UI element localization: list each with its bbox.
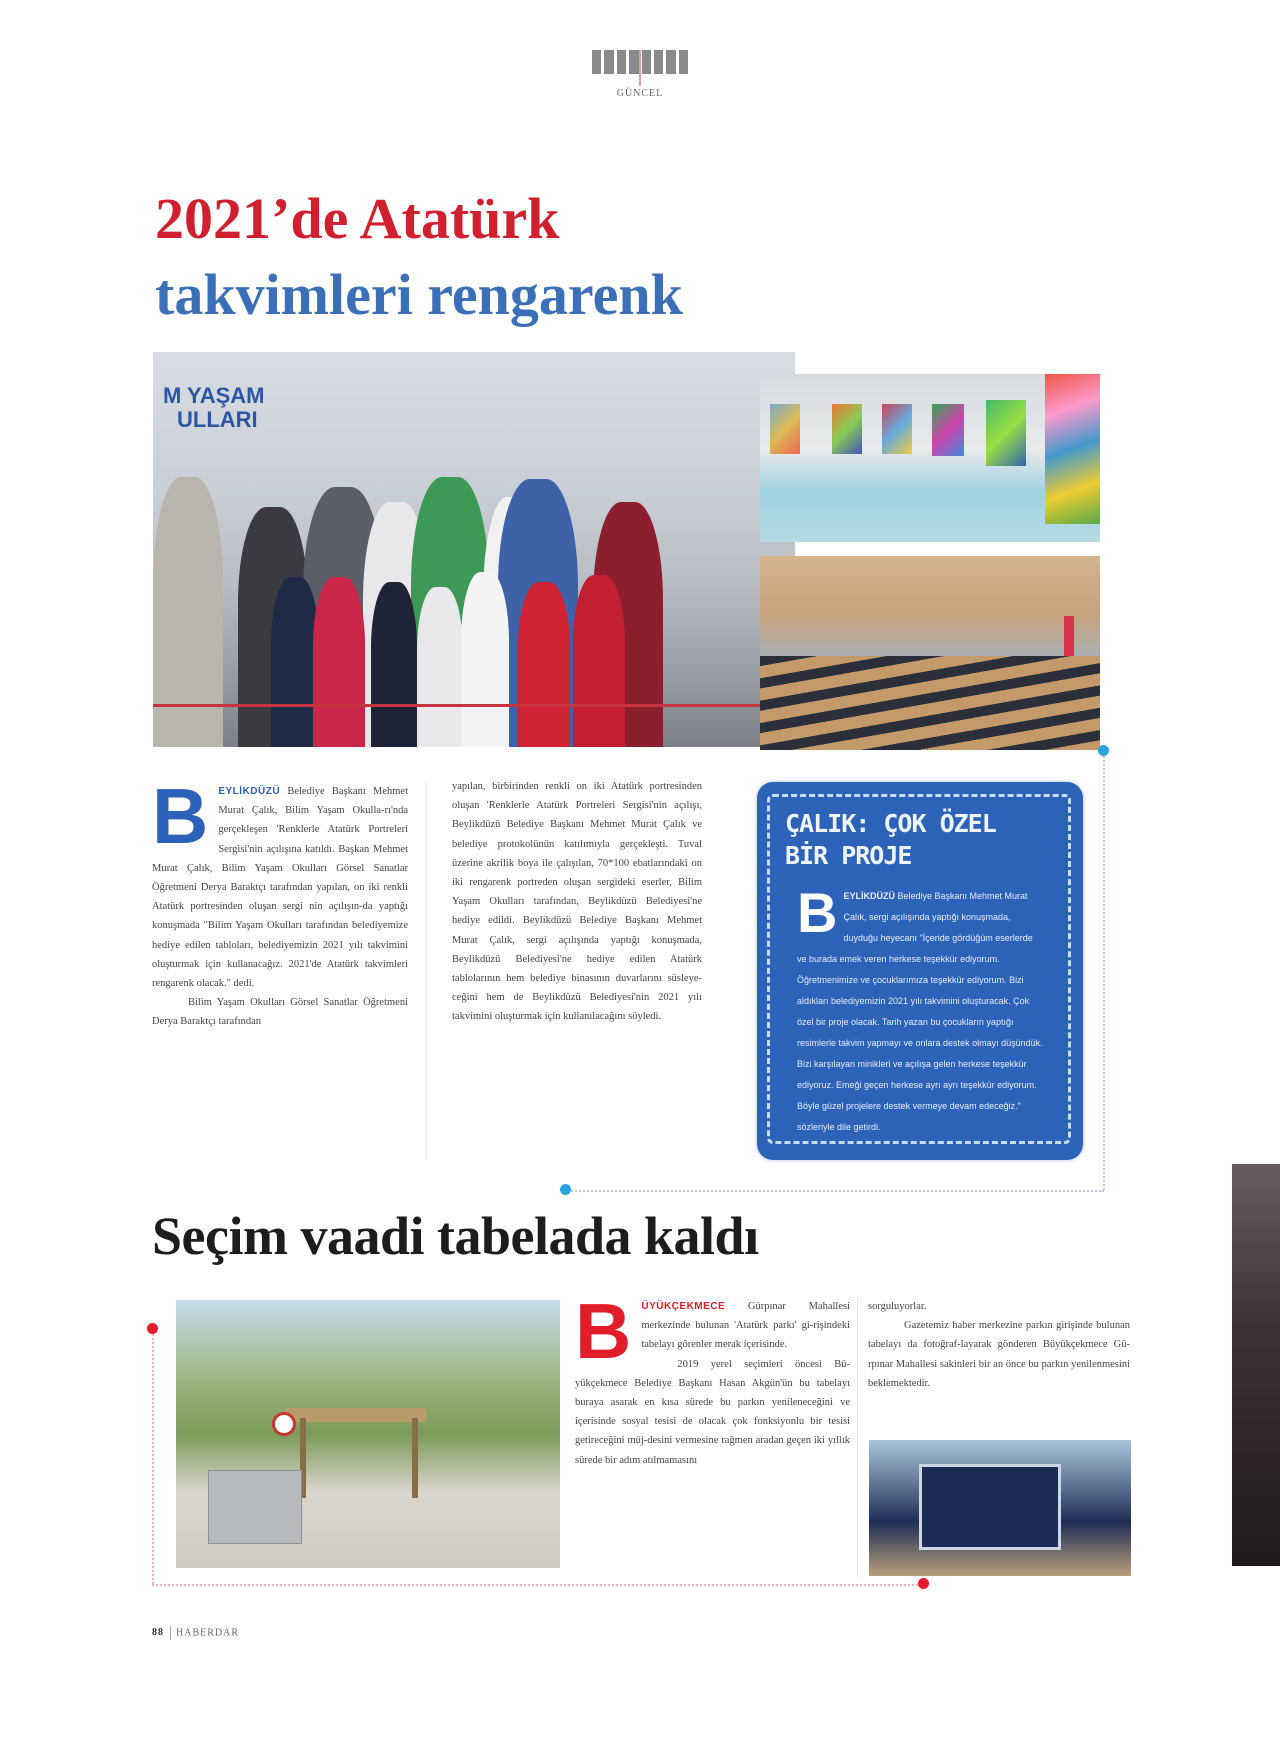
article1-column2 bbox=[452, 777, 702, 1027]
section-label: GÜNCEL bbox=[616, 88, 664, 99]
traffic-sign-icon bbox=[272, 1412, 296, 1436]
council-meeting-photo bbox=[760, 556, 1100, 750]
article2-column2 bbox=[868, 1297, 1130, 1393]
paragraph: 2019 yerel seçimleri öncesi Bü-yükçekmece Belediye Başkanı Hasan Akgün'ün bu tabelayı buraya asarak en kısa sürede bu parkın yenileneceğini ve içerisinde sosyal tesisi de olacak çok fonksiyonlu bir tesisi getireceğini müj-desini vermesine rağmen aradan geçen iki yıllık sürede bir adım atılmamasını bbox=[575, 1358, 850, 1466]
infobox-lead-word: EYLİKDÜZÜ bbox=[843, 891, 895, 901]
article1-headline-line2: takvimleri rengarenk bbox=[155, 262, 683, 327]
guide-line-horizontal bbox=[568, 1190, 1104, 1192]
guide-dot bbox=[560, 1184, 571, 1195]
paragraph: Gazetemiz haber merkezine parkın girişinde bulunan tabelayı da fotoğraf-layarak gönderen Büyükçekmece Gü-rpınar Mahallesi sakinleri bir an önce bu parkın yenilenmesini beklemektedir. bbox=[868, 1320, 1130, 1389]
guide-line-vertical bbox=[152, 1334, 154, 1584]
guide-dot bbox=[1098, 745, 1109, 756]
page-number: 88 bbox=[152, 1627, 164, 1639]
red-ribbon bbox=[153, 704, 795, 707]
section-marker bbox=[592, 50, 688, 99]
magazine-name: HABERDAR bbox=[176, 1627, 240, 1639]
guide-dot bbox=[147, 1323, 158, 1334]
infobox-title: ÇALIK: ÇOK ÖZEL BİR PROJE bbox=[785, 809, 996, 870]
billboard-photo bbox=[869, 1440, 1131, 1576]
lead-word: ÜYÜKÇEKMECE bbox=[641, 1301, 726, 1312]
adjacent-page-photo bbox=[1232, 1164, 1280, 1566]
barcode-ornament-icon bbox=[592, 50, 688, 74]
paragraph: Bilim Yaşam Okulları Görsel Sanatlar Öğretmeni Derya Baraktçı tarafından bbox=[152, 997, 408, 1028]
guide-line-horizontal bbox=[152, 1584, 922, 1586]
portrait-exhibition-photo bbox=[760, 374, 1100, 542]
photo-crowd bbox=[153, 457, 795, 747]
dropcap: B bbox=[152, 772, 209, 860]
guide-dot bbox=[918, 1578, 929, 1589]
park-entrance-photo bbox=[176, 1300, 560, 1568]
article2-column1: B ÜYÜKÇEKMECE Gürpınar Mahallesi merkezinde bulunan 'Atatürk parkı' gi-rişindeki tabelayı görenler merak içerisinde. 2019 yerel seçimleri öncesi Bü-yükçekmece Belediye Başkanı Hasan Akgün'ün bu tabelayı buraya asarak en kısa sürede bu parkın yenileneceğini ve içerisinde sosyal tesisi de olacak çok fonksiyonlu bir tesisi getireceğini müj-desini vermesine rağmen aradan geçen iki yıllık sürede bir adım atılmamasını bbox=[575, 1297, 850, 1470]
article1-column1: B EYLİKDÜZÜ Belediye Başkanı Mehmet Murat Çalık, Bilim Yaşam Okulla-rı'nda gerçekleşen 'Renklerle Atatürk Portreleri Sergisi'nin açılışına katıldı. Başkan Mehmet Murat Çalık, Bilim Yaşam Okulları Görsel Sanatlar Öğretmeni Derya Baraktçı tarafından yapılan, on iki renkli Atatürk portresinden oluşan sergi nin açılışın-da yaptığı konuşmada "Bilim Yaşam Okulları tarafından belediyemize hediye edilen tabloları, belediyemizin 2021 yılı takvimini oluşturmak için kullanacağız. 2021'de Atatürk takvimleri rengarenk olacak." dedi. Bilim Yaşam Okulları Görsel Sanatlar Öğretmeni Derya Baraktçı tarafından bbox=[152, 782, 408, 1032]
guide-line-vertical bbox=[1103, 756, 1105, 1190]
billboard-sign bbox=[919, 1464, 1061, 1550]
sidebar-infobox bbox=[757, 782, 1083, 1160]
paragraph: sorguluyorlar. bbox=[868, 1301, 927, 1312]
photo-wall-sign: M YAŞAM ULLARI bbox=[163, 383, 265, 432]
paragraph: yapılan, birbirinden renkli on iki Atatürk portresinden oluşan 'Renklerle Atatürk Portreleri Sergisi'nin açılışı, Beylikdüzü Belediye Başkanı Mehmet Murat Çalık ve belediye protokolünün katılımıyla gerçekleşti. Tuval üzerine akrilik boya ile çalışılan, 70*100 ebatlarındaki on iki rengarenk portreden oluşan sergideki eserler, Bilim Yaşam Okulları tarafından, Beylikdüzü Belediyesi'ne hediye edildi. Beylikdüzü Belediye Başkanı Mehmet Murat Çalık, sergi açılışında yaptığı konuşmada, Beylikdüzü Belediyesi'ne hediye edilen Atatürk tablolarının hem belediye binasının duvarlarını süsleye-ceğini hem de Beylikdüzü Belediyesi'nin 2021 yılı takvimini oluşturmak için kullanılacağını söyledi. bbox=[452, 781, 702, 1023]
column-rule bbox=[426, 782, 427, 1160]
dumpster bbox=[208, 1470, 302, 1544]
park-sign-arch bbox=[286, 1408, 426, 1422]
page-footer bbox=[152, 1626, 239, 1640]
article2-headline: Seçim vaadi tabelada kaldı bbox=[152, 1206, 759, 1266]
article1-headline-line1: 2021’de Atatürk bbox=[155, 186, 560, 251]
dropcap: B bbox=[575, 1287, 632, 1375]
infobox-body: B EYLİKDÜZÜ Belediye Başkanı Mehmet Murat Çalık, sergi açılışında yaptığı konuşmada, duyduğu heyecanı "İçeride gördüğüm eserlerde ve burada emek veren herkese teşekkür ediyorum. Öğretmenimize ve çocuklarımıza teşekkür ediyorum. Bizi aldıkları belediyemizin 2021 yılı takvimini oluşturacak. Çok özel bir proje olacak. Tarih yazan bu çocukların yaptığı resimlerle takvim yapmayı ve onlara destek olmayı düşündük. Bizi karşılayan minikleri ve açılışa gelen herkese teşekkür ediyoruz. Emeği geçen herkese ayrı ayrı teşekkür ediyorum. Böyle güzel projelere destek vermeye devam edeceğiz." sözleriyle dile getirdi. bbox=[797, 881, 1043, 1132]
ribbon-cutting-photo bbox=[153, 352, 795, 747]
lead-word: EYLİKDÜZÜ bbox=[218, 786, 281, 797]
infobox-dropcap: B bbox=[797, 881, 838, 944]
column-rule bbox=[857, 1297, 858, 1577]
